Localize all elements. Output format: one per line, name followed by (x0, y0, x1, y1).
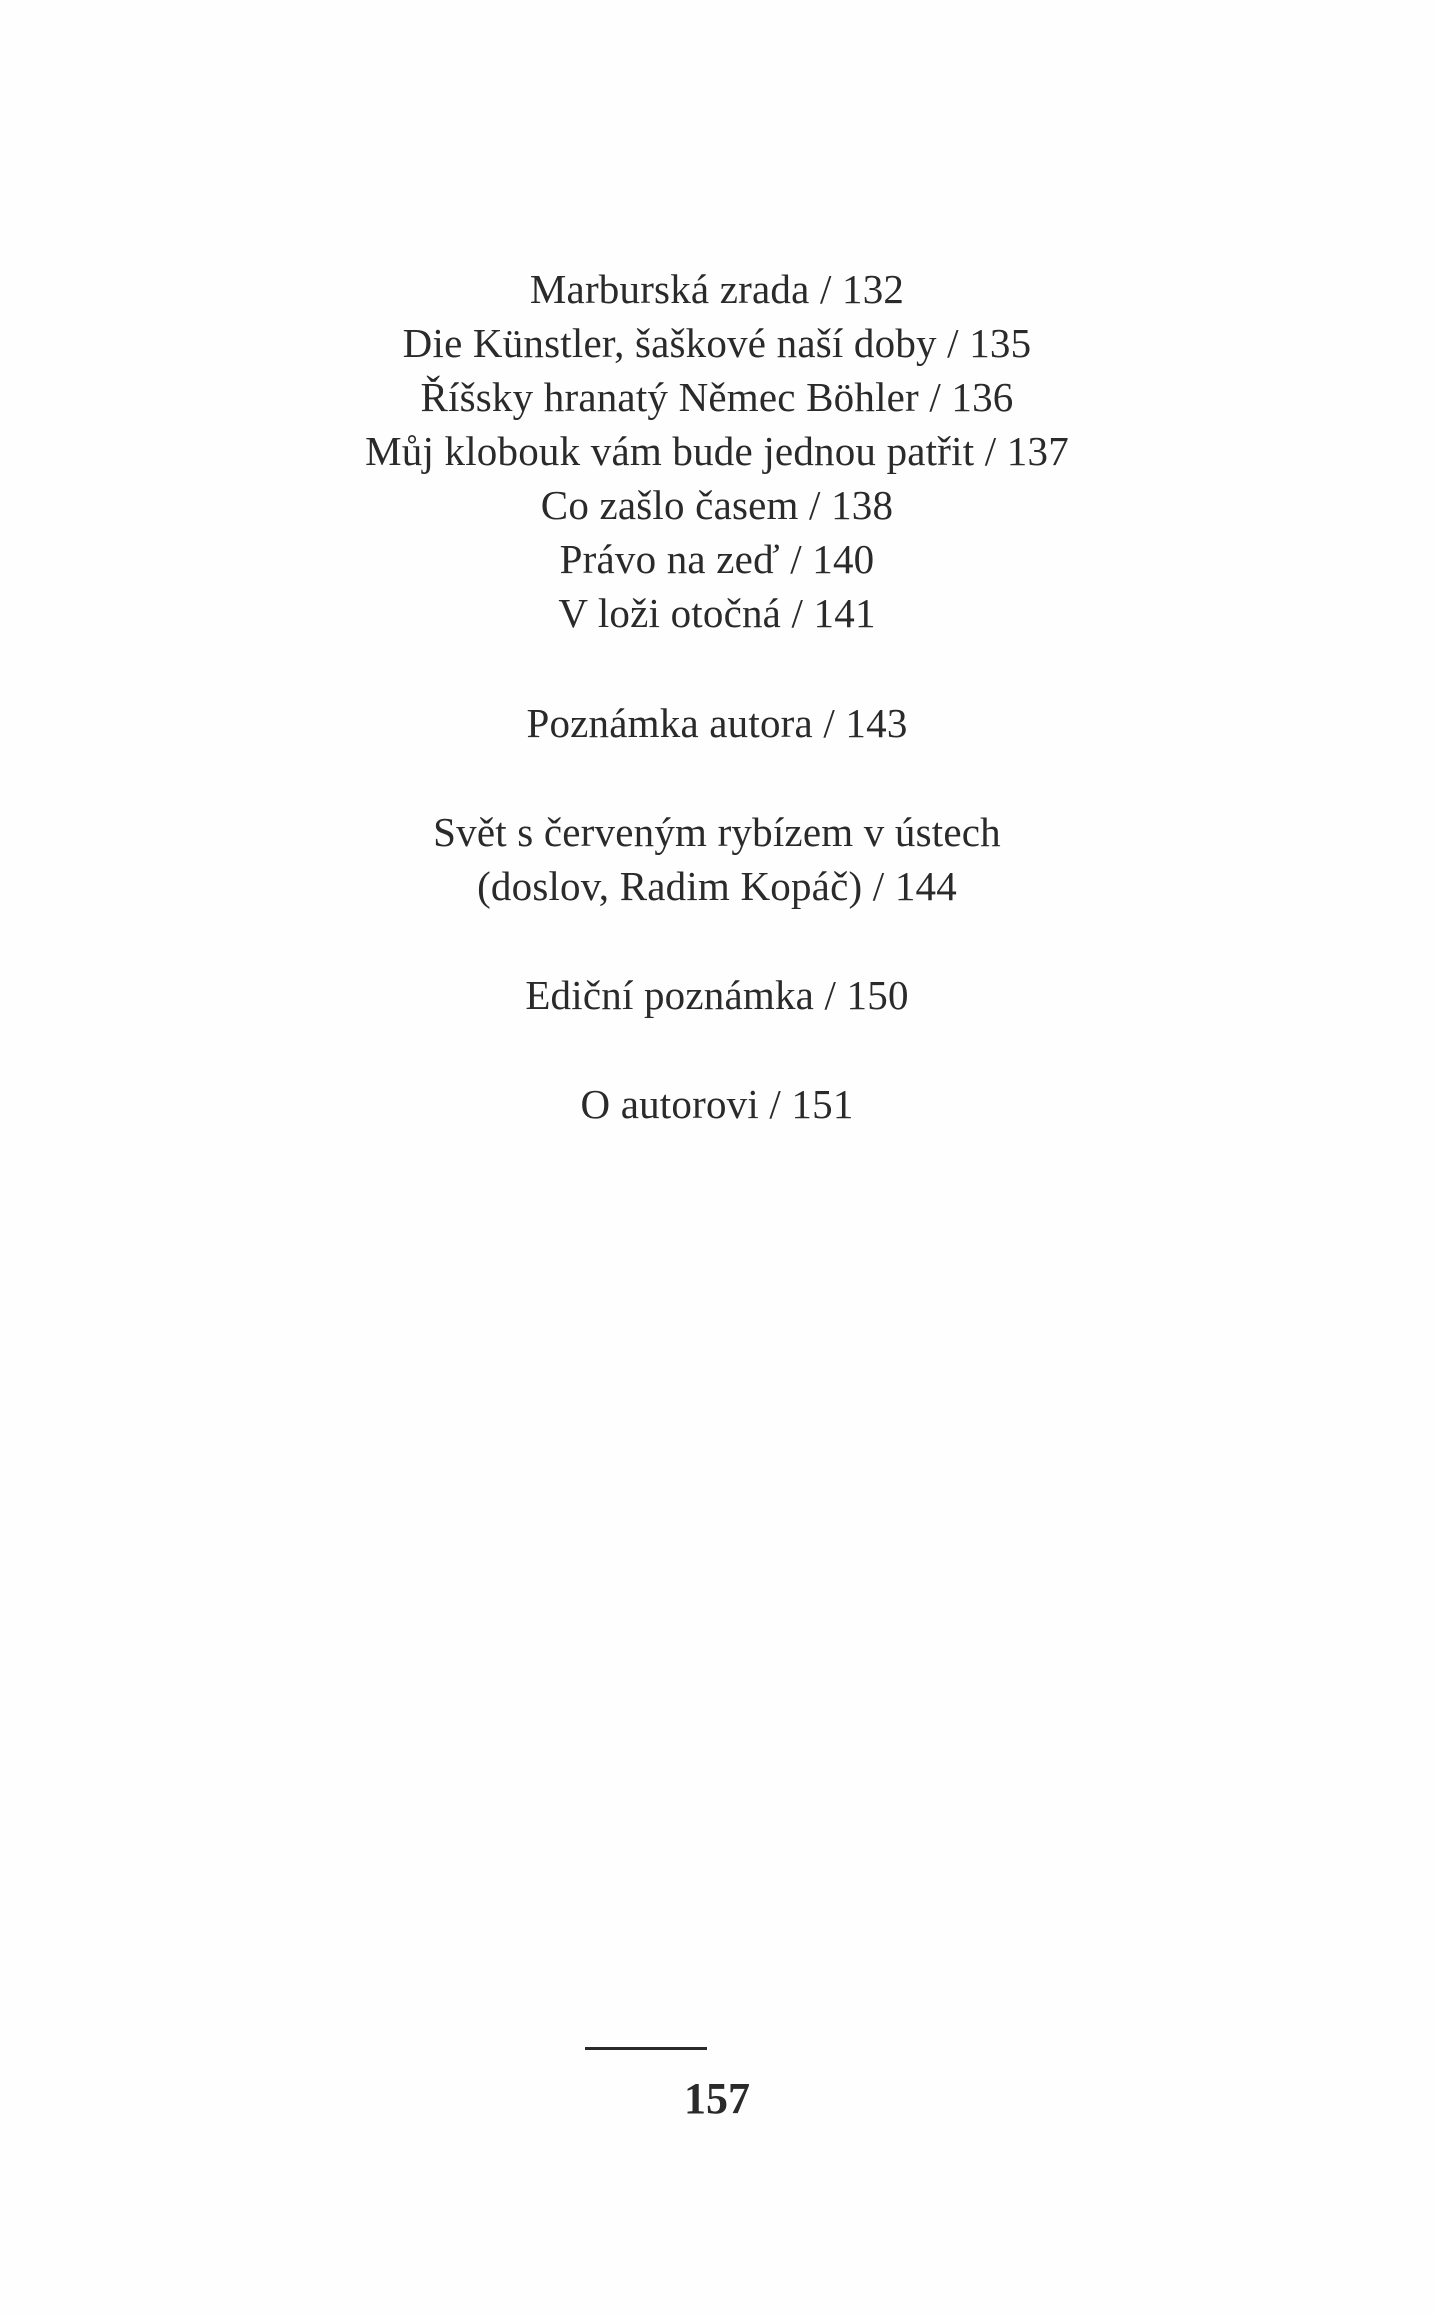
toc-entry: Co zašlo časem / 138 (540, 482, 894, 528)
toc-entry: Die Künstler, šaškové naší doby / 135 (402, 320, 1032, 366)
toc-entry: Říšsky hranatý Němec Böhler / 136 (420, 374, 1014, 420)
toc-group-editorial-note (0, 968, 1434, 1022)
toc-entry: Poznámka autora / 143 (526, 700, 908, 746)
toc-entry: Marburská zrada / 132 (529, 266, 905, 312)
toc-entry: Ediční poznámka / 150 (525, 972, 909, 1018)
toc-entry: V loži otočná / 141 (558, 590, 876, 636)
toc-group-author-note (0, 696, 1434, 750)
page-number: 157 (684, 2074, 750, 2123)
toc-entry: Svět s červeným rybízem v ústech (433, 809, 1001, 855)
toc-entry: (doslov, Radim Kopáč) / 144 (477, 863, 957, 909)
toc-group-afterword (0, 805, 1434, 913)
toc-entry: O autorovi / 151 (580, 1081, 854, 1127)
toc-group-chapters (0, 262, 1434, 640)
toc-entry: Můj klobouk vám bude jednou patřit / 137 (365, 428, 1069, 474)
toc-entry: Právo na zeď / 140 (559, 536, 875, 582)
footer-divider (585, 2047, 707, 2050)
toc-group-about-author (0, 1077, 1434, 1131)
